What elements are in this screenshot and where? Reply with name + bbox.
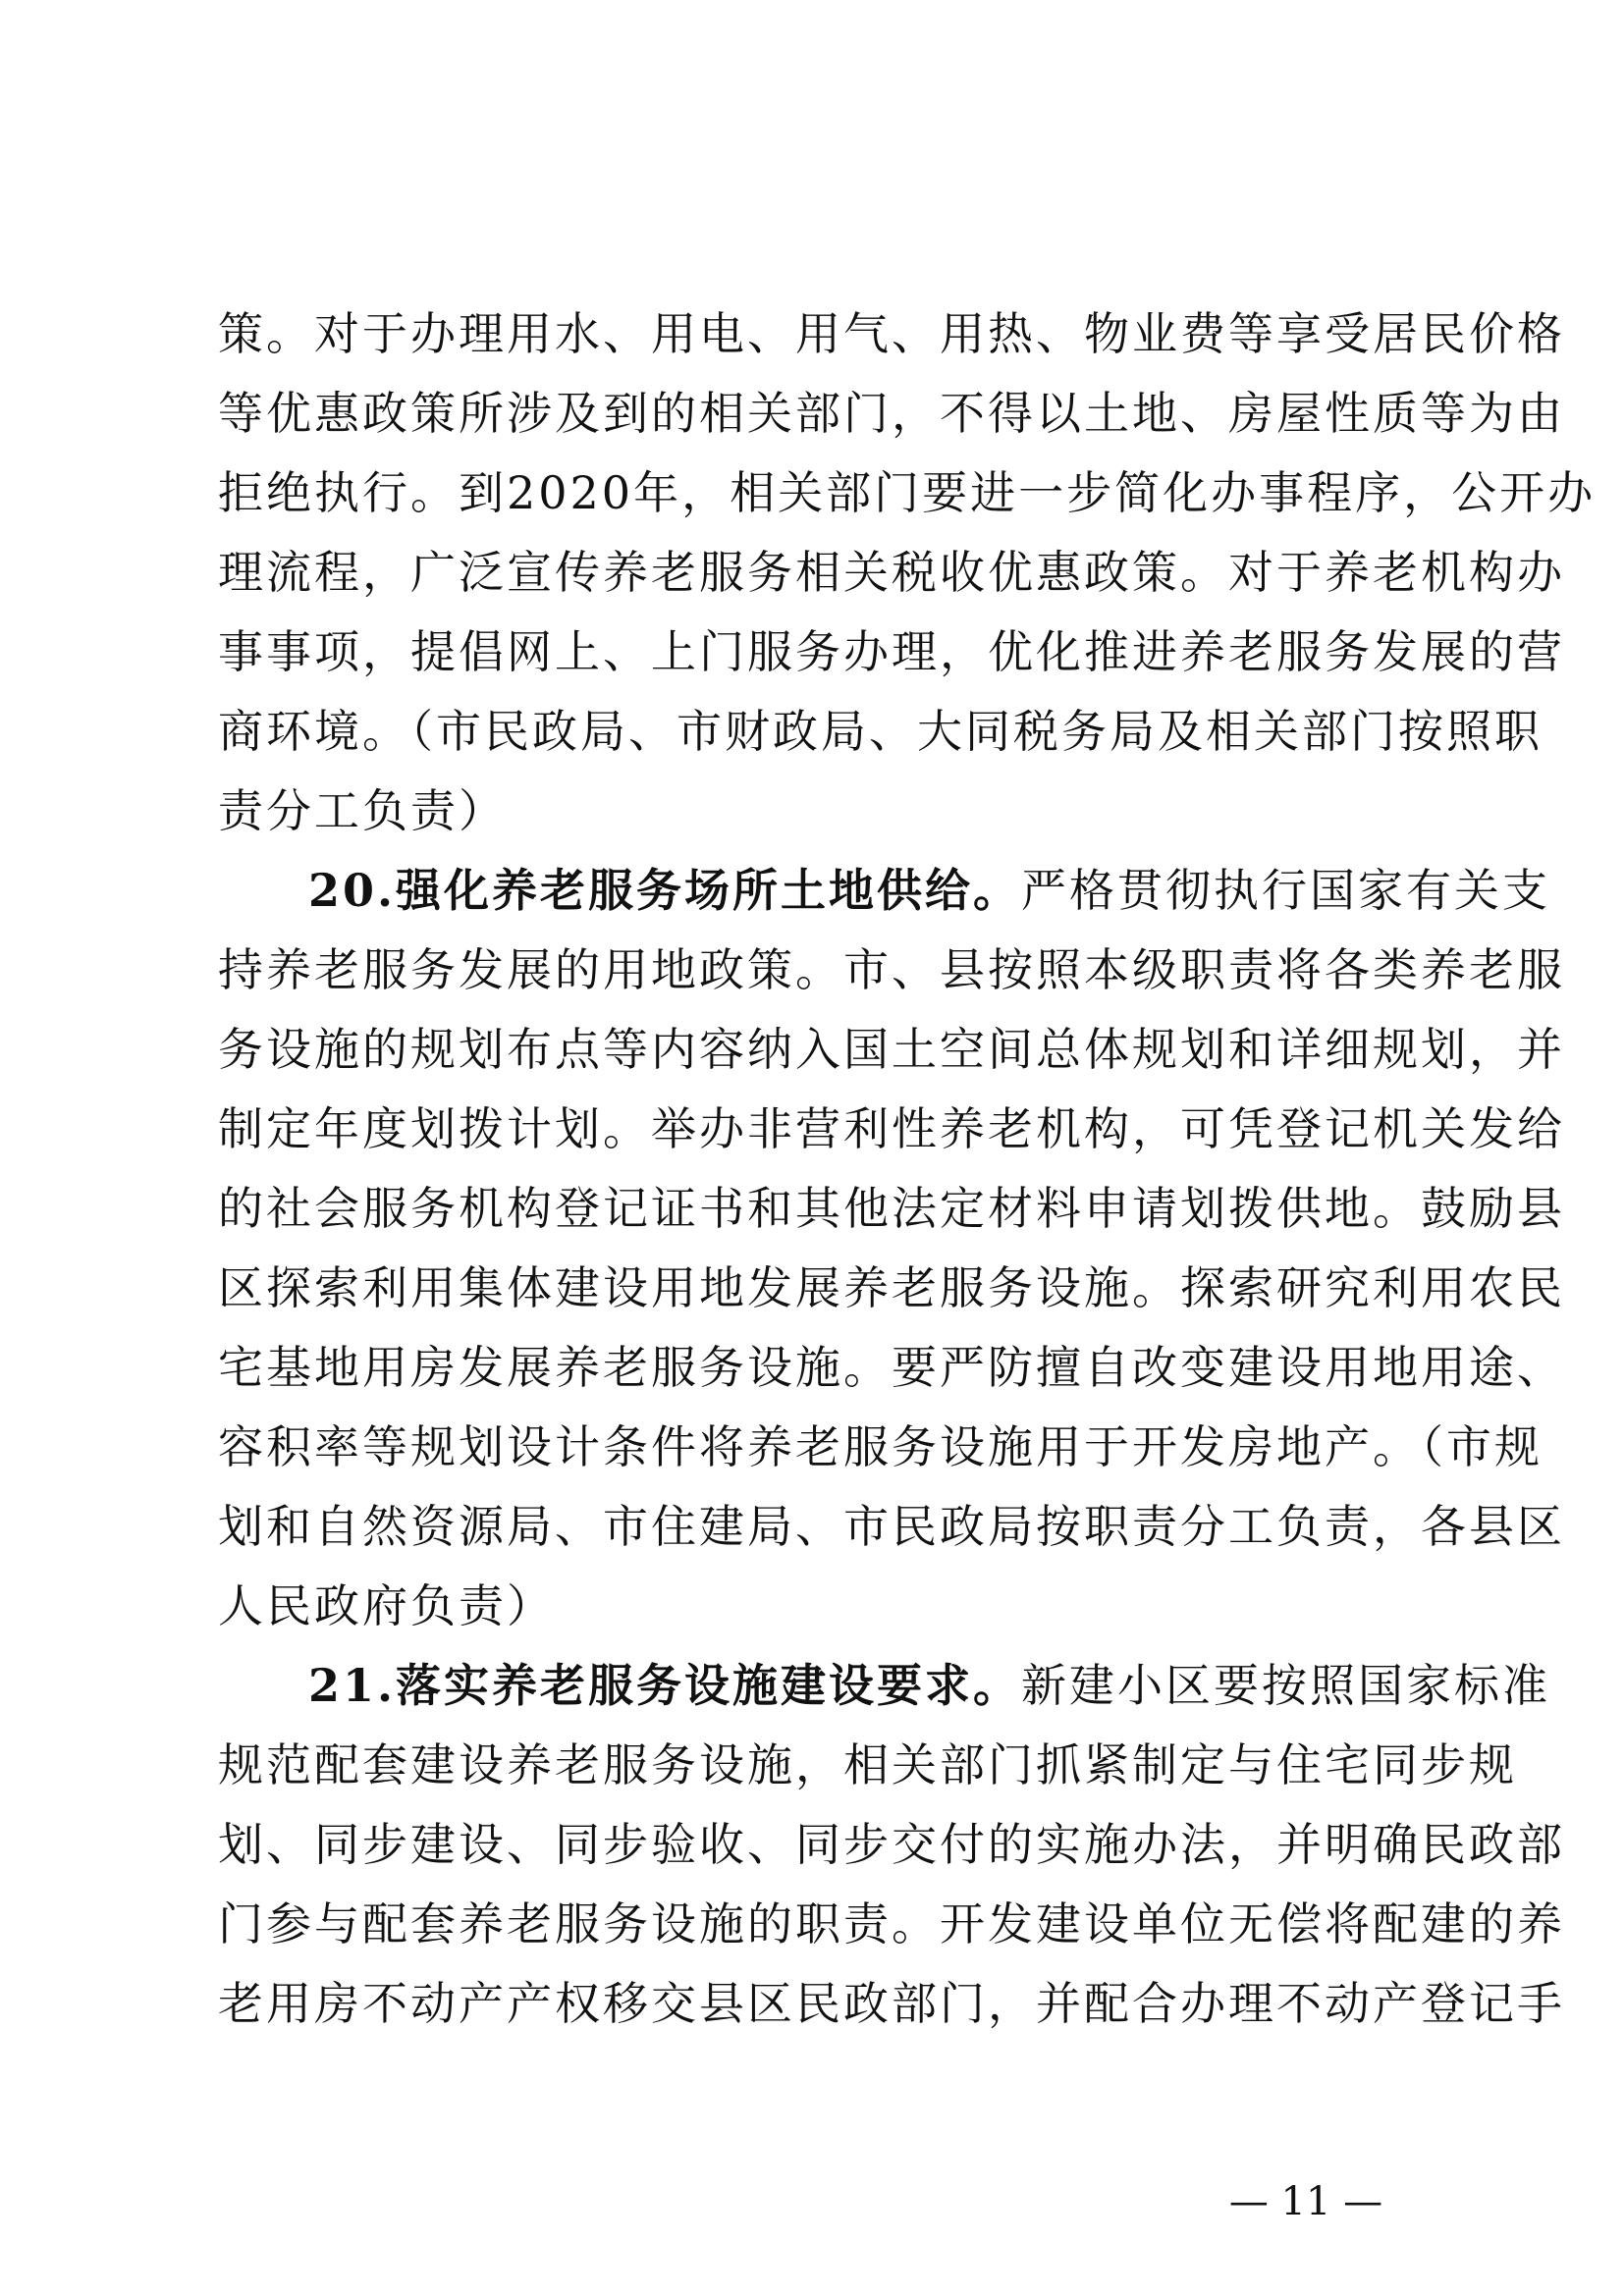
text-line: 等优惠政策所涉及到的相关部门，不得以土地、房屋性质等为由 <box>218 387 1565 440</box>
text-line: 区探索利用集体建设用地发展养老服务设施。探索研究利用农民 <box>218 1261 1565 1314</box>
text-line: 的社会服务机构登记证书和其他法定材料申请划拨供地。鼓励县 <box>218 1182 1565 1235</box>
item-20-first-line <box>218 851 1551 931</box>
text-line: 划、同步建设、同步验收、同步交付的实施办法，并明确民政部 <box>218 1818 1565 1871</box>
text-line: 策。对于办理用水、用电、用气、用热、物业费等享受居民价格 <box>218 307 1565 360</box>
text-line: 商环境。（市民政局、市财政局、大同税务局及相关部门按照职 <box>218 705 1543 758</box>
text-line: 制定年度划拨计划。举办非营利性养老机构，可凭登记机关发给 <box>218 1102 1565 1155</box>
item-21-first-line <box>218 1646 1551 1726</box>
text-line: 规范配套建设养老服务设施，相关部门抓紧制定与住宅同步规 <box>218 1738 1517 1791</box>
item-21-heading: 21.落实养老服务设施建设要求。 <box>308 1659 1022 1712</box>
text-line: 理流程，广泛宣传养老服务相关税收优惠政策。对于养老机构办 <box>218 546 1565 599</box>
text-line: 容积率等规划设计条件将养老服务设施用于开发房地产。（市规 <box>218 1420 1543 1473</box>
text-line: 务设施的规划布点等内容纳入国土空间总体规划和详细规划，并 <box>218 1023 1565 1076</box>
text-line: 门参与配套养老服务设施的职责。开发建设单位无偿将配建的养 <box>218 1897 1565 1950</box>
text-line: 老用房不动产产权移交县区民政部门，并配合办理不动产登记手 <box>218 1977 1565 2030</box>
item-20-heading: 20.强化养老服务场所土地供给。 <box>308 864 1022 917</box>
text-line: 拒绝执行。到2020年，相关部门要进一步简化办事程序，公开办 <box>218 466 1597 519</box>
text-line: 人民政府负责） <box>218 1579 555 1632</box>
text-line: 持养老服务发展的用地政策。市、县按照本级职责将各类养老服 <box>218 943 1565 996</box>
body-text <box>218 294 1597 2044</box>
item-21-first-line-text: 新建小区要按照国家标准 <box>1021 1659 1551 1712</box>
item-20-first-line-text: 严格贯彻执行国家有关支 <box>1021 864 1551 917</box>
text-line: 责分工负责） <box>218 784 507 837</box>
text-line: 划和自然资源局、市住建局、市民政局按职责分工负责，各县区 <box>218 1500 1565 1553</box>
text-line: 事事项，提倡网上、上门服务办理，优化推进养老服务发展的营 <box>218 625 1565 678</box>
page-number: — 11 — <box>1228 2179 1383 2224</box>
text-line: 宅基地用房发展养老服务设施。要严防擅自改变建设用地用途、 <box>218 1341 1565 1394</box>
